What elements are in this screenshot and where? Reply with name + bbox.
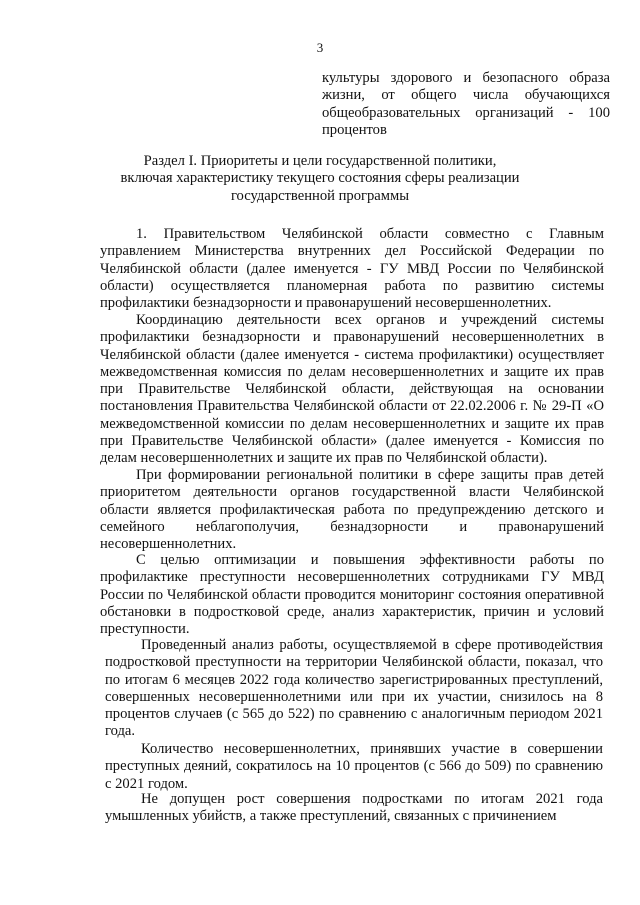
page-number: 3 bbox=[316, 40, 324, 55]
paragraph-regional-policy: При формировании региональной политики в сфере защиты прав детей приоритетом деятельности органов государственной власти Челябинской области является профилактическая работа по предупреждению детского и семейного неблагополучия, безнадзорности и правонарушений несовершеннолетних. bbox=[100, 467, 604, 553]
intro-fragment: культуры здорового и безопасного образа жизни, от общего числа обучающихся общеобразовательных организаций - 100 процентов bbox=[322, 70, 610, 138]
paragraph-murders: Не допущен рост совершения подростками по итогам 2021 года умышленных убийств, а также преступлений, связанных с причинением bbox=[105, 791, 603, 825]
paragraph-analysis: Проведенный анализ работы, осуществляемой в сфере противодействия подростковой преступности на территории Челябинской области, показал, что по итогам 6 месяцев 2022 года количество зарегистрированных преступлений, совершенных несовершеннолетними или при их участии, снизилось на 8 процентов случаев (с 565 до 522) по сравнению с аналогичным периодом 2021 года. bbox=[105, 637, 603, 740]
paragraph-government-work: 1. Правительством Челябинской области совместно с Главным управлением Министерства внутренних дел Российской Федерации по Челябинской области (далее именуется - ГУ МВД России по Челябинской области) осуществляется планомерная работа по развитию системы профилактики безнадзорности и правонарушений несовершеннолетних. bbox=[100, 226, 604, 312]
section-heading-line: государственной программы bbox=[230, 187, 410, 204]
section-heading-line: включая характеристику текущего состояния сферы реализации bbox=[120, 170, 520, 187]
paragraph-monitoring: С целью оптимизации и повышения эффективности работы по профилактике преступности несовершеннолетних сотрудниками ГУ МВД России по Челябинской области проводится мониторинг состояния оперативной обстановки в подростковой среде, анализ характеристик, причин и условий преступности. bbox=[100, 552, 604, 638]
paragraph-participants: Количество несовершеннолетних, принявших участие в совершении преступных деяний, сократилось на 10 процентов (с 566 до 509) по сравнению с 2021 годом. bbox=[105, 741, 603, 792]
paragraph-coordination: Координацию деятельности всех органов и учреждений системы профилактики безнадзорности и правонарушений несовершеннолетних в Челябинской области (далее именуется - система профилактики) осуществляет межведомственная комиссия по делам несовершеннолетних и защите их прав при Правительстве Челябинской области, действующая на основании постановления Правительства Челябинской области от 22.02.2006 г. № 29-П «О межведомственной комиссии по делам несовершеннолетних и защите их прав при Правительстве Челябинской области» (далее именуется - Комиссия по делам несовершеннолетних и защите их прав по Челябинской области). bbox=[100, 312, 604, 467]
section-heading bbox=[100, 153, 540, 205]
section-heading-line: Раздел I. Приоритеты и цели государственной политики, bbox=[143, 153, 497, 169]
